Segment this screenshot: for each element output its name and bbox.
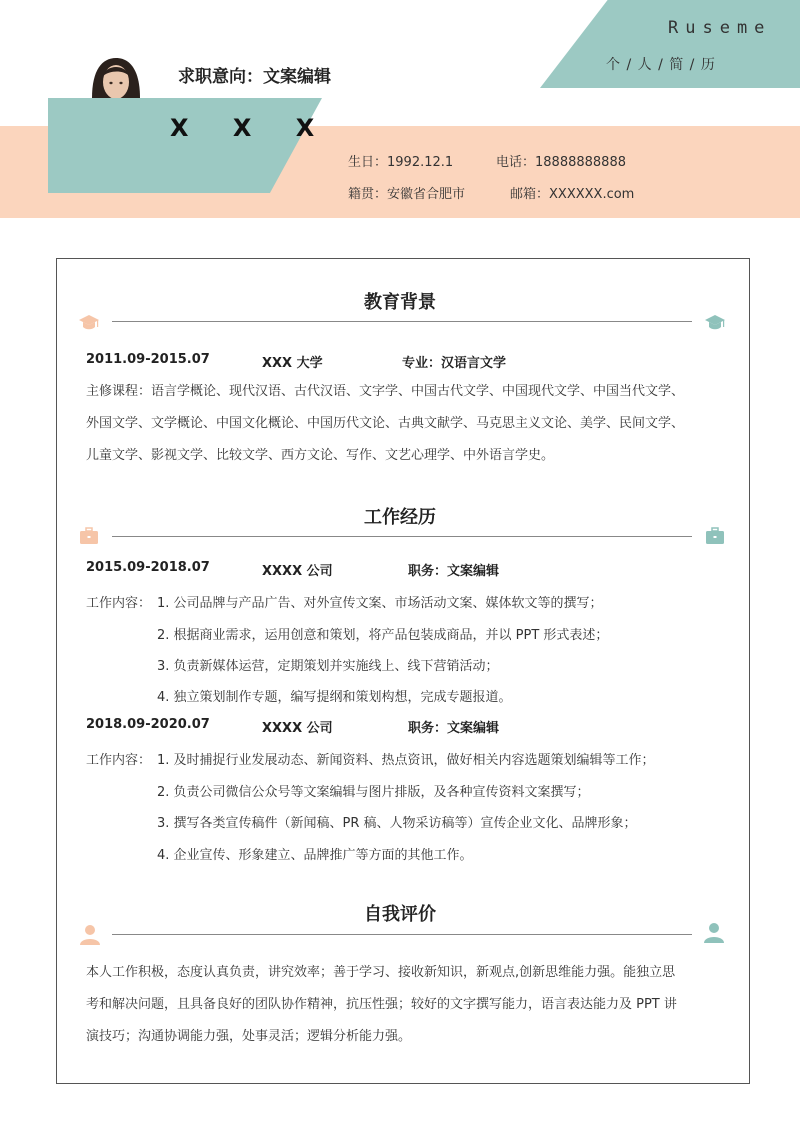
self-evaluation	[86, 957, 726, 1053]
phone-value: 18888888888	[535, 155, 626, 170]
education-divider	[112, 321, 692, 322]
work-divider	[112, 536, 692, 537]
job-company: XXXX 公司	[262, 721, 333, 736]
birth-label: 生日：	[348, 155, 388, 170]
job-item: 3. 负责新媒体运营，定期策划并实施线上、线下营销活动；	[157, 659, 499, 674]
job-item: 2. 负责公司微信公众号等文案编辑与图片排版，及各种宣传资料文案撰写；	[157, 785, 590, 800]
graduation-cap-icon	[704, 312, 726, 334]
email-value: XXXXXX.com	[549, 187, 635, 202]
education-courses	[86, 376, 726, 472]
phone-label: 电话：	[496, 155, 536, 170]
courses-line: 主修课程：语言学概论、现代汉语、古代汉语、文字学、中国古代文学、中国现代文学、中国当代文学、	[86, 384, 685, 399]
work-title: 工作经历	[364, 507, 436, 528]
self-line: 本人工作积极，态度认真负责，讲究效率；善于学习、接收新知识，新观点,创新思维能力强。能独立思	[86, 965, 676, 980]
job-period: 2015.09-2018.07	[86, 560, 210, 575]
job-item: 3. 撰写各类宣传稿件（新闻稿、PR 稿、人物采访稿等）宣传企业文化、品牌形象；	[157, 816, 637, 831]
education-school: XXX 大学	[262, 356, 323, 371]
courses-line: 儿童文学、影视文学、比较文学、西方文论、写作、文艺心理学、中外语言学史。	[86, 448, 555, 463]
role-label: 职务：	[408, 721, 448, 736]
major-value: 汉语言文学	[441, 356, 507, 371]
self-title: 自我评价	[364, 904, 436, 925]
briefcase-icon	[704, 525, 726, 547]
major-label: 专业：	[402, 356, 442, 371]
candidate-name: X X X	[170, 114, 333, 142]
self-line: 考和解决问题，且具备良好的团队协作精神，抗压性强；较好的文字撰写能力，语言表达能力及 PPT 讲	[86, 997, 677, 1012]
education-major	[402, 352, 506, 371]
origin-value: 安徽省合肥市	[387, 187, 466, 202]
job-content-label: 工作内容：	[86, 596, 152, 611]
role-value: 文案编辑	[447, 721, 500, 736]
origin-label: 籍贯：	[348, 187, 388, 202]
job-content-label: 工作内容：	[86, 753, 152, 768]
resume-subtitle: 个 / 人 / 简 / 历	[606, 57, 715, 73]
email-label: 邮箱：	[510, 187, 550, 202]
header-teal-corner	[540, 0, 800, 88]
graduation-cap-icon	[78, 312, 100, 334]
birth-value: 1992.12.1	[387, 155, 454, 170]
objective-value: 文案编辑	[263, 67, 331, 87]
job-company: XXXX 公司	[262, 564, 333, 579]
phone-info	[496, 151, 626, 170]
avatar	[84, 56, 148, 98]
job-role	[408, 560, 499, 579]
brand-title: Ruseme	[668, 18, 772, 38]
role-value: 文案编辑	[447, 564, 500, 579]
birth-info	[348, 151, 453, 170]
origin-info	[348, 183, 465, 202]
job-item: 2. 根据商业需求，运用创意和策划，将产品包装成商品，并以 PPT 形式表述；	[157, 628, 609, 643]
courses-line: 外国文学、文学概论、中国文化概论、中国历代文论、古典文献学、马克思主义文论、美学、民间文学、	[86, 416, 685, 431]
job-item: 4. 企业宣传、形象建立、品牌推广等方面的其他工作。	[157, 848, 473, 863]
objective-label: 求职意向：	[178, 67, 263, 87]
job-objective	[178, 62, 331, 87]
self-divider	[112, 934, 692, 935]
job-period: 2018.09-2020.07	[86, 717, 210, 732]
job-item: 4. 独立策划制作专题，编写提纲和策划构想，完成专题报道。	[157, 690, 512, 705]
person-icon	[702, 920, 726, 944]
job-item: 1. 公司品牌与产品广告、对外宣传文案、市场活动文案、媒体软文等的撰写；	[157, 596, 603, 611]
education-period: 2011.09-2015.07	[86, 352, 210, 367]
job-role	[408, 717, 499, 736]
job-item: 1. 及时捕捉行业发展动态、新闻资料、热点资讯，做好相关内容选题策划编辑等工作；	[157, 753, 655, 768]
role-label: 职务：	[408, 564, 448, 579]
email-info	[510, 183, 634, 202]
person-icon	[78, 922, 102, 946]
briefcase-icon	[78, 525, 100, 547]
self-line: 演技巧；沟通协调能力强，处事灵活；逻辑分析能力强。	[86, 1029, 412, 1044]
education-title: 教育背景	[364, 292, 436, 313]
